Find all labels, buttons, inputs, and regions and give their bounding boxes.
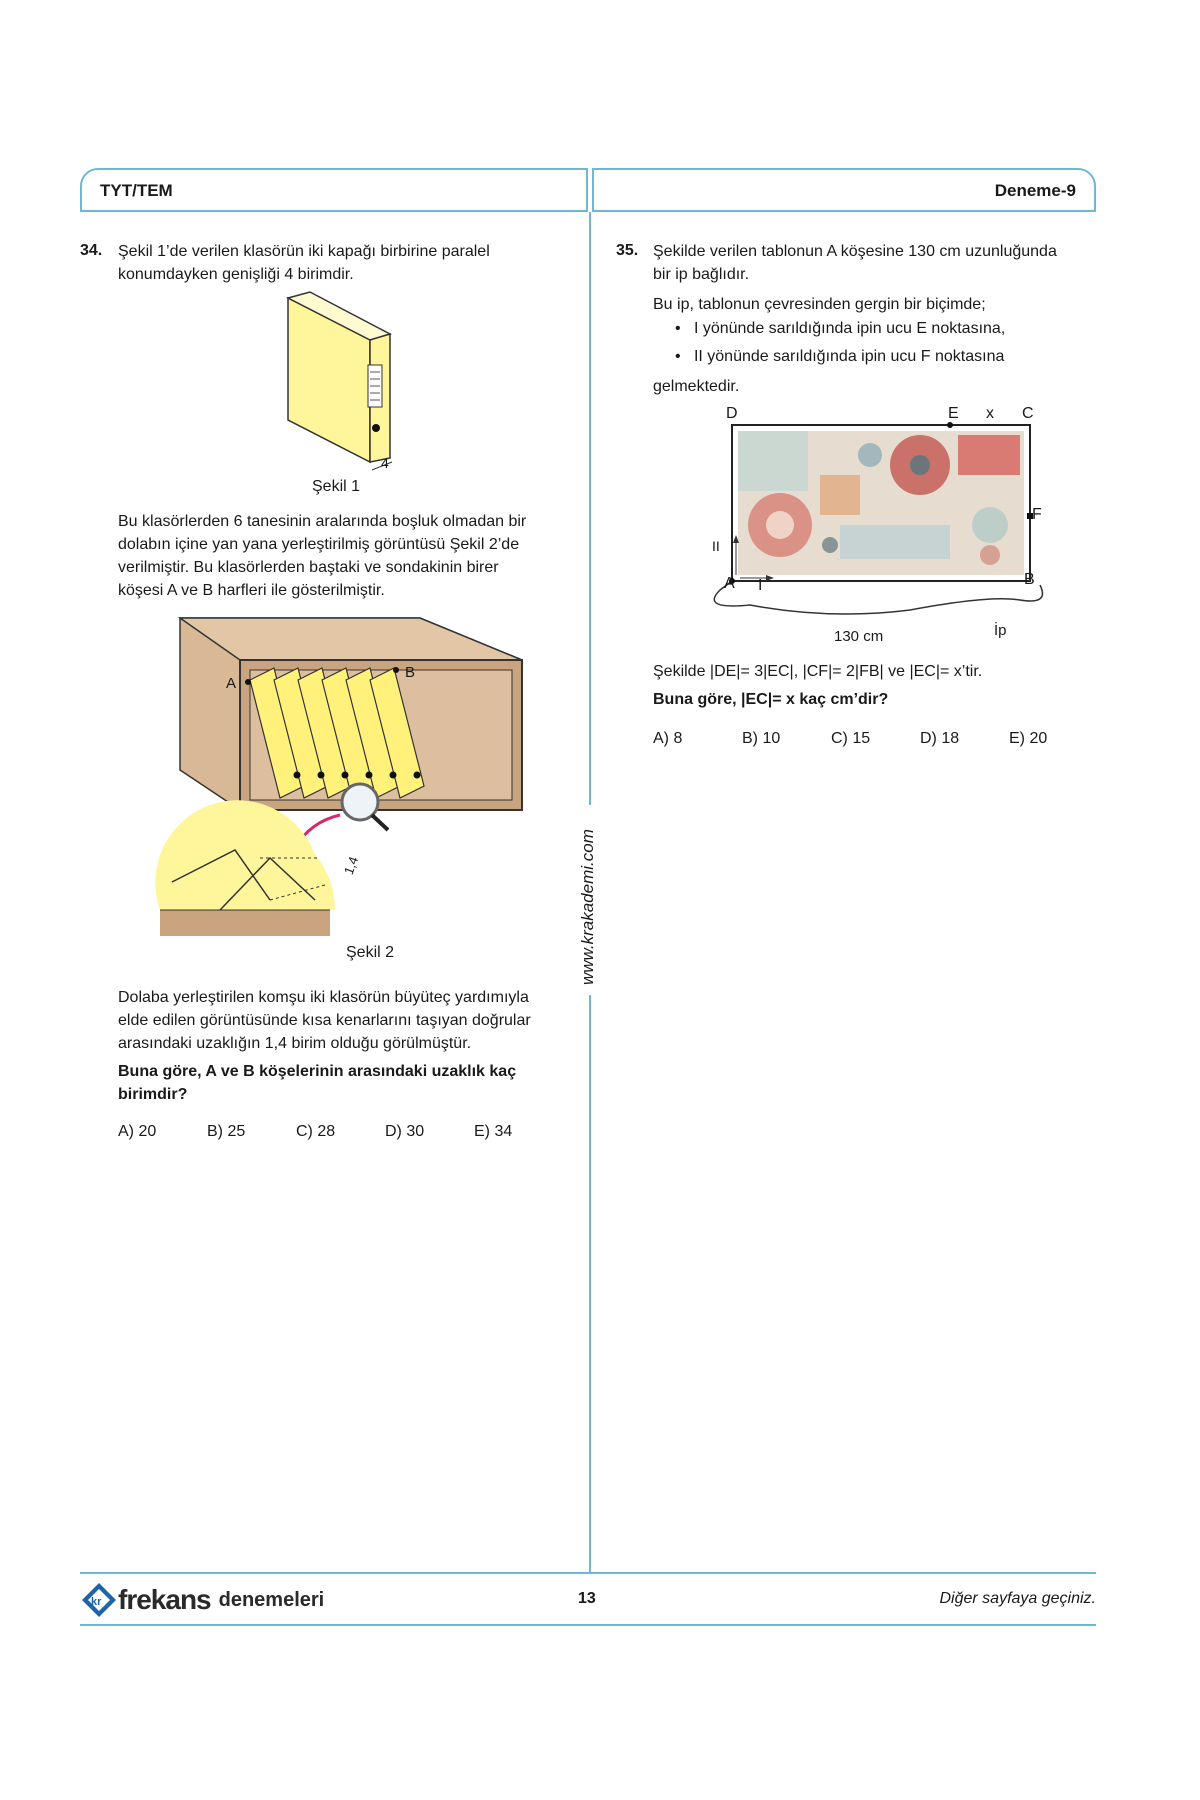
logo-mark-icon	[80, 1581, 118, 1619]
q35-bullet-1: • I yönünde sarıldığında ipin ucu E noktasına,	[675, 320, 1006, 337]
q35-option-c[interactable]: C) 15	[831, 730, 871, 747]
q34-question: Buna göre, A ve B köşelerinin arasındaki uzaklık kaç birimdir?	[118, 1063, 517, 1103]
q35-option-d[interactable]: D) 18	[920, 730, 960, 747]
q35-relation: Şekilde |DE|= 3|EC|, |CF|= 2|FB| ve |EC|= x’tir.	[653, 663, 983, 680]
logo-sub-text: denemeleri	[218, 1588, 325, 1611]
q34-options	[118, 1123, 563, 1141]
q34-body-1: Bu klasörlerden 6 tanesinin aralarında boşluk olmadan bir dolabın içine yan yana yerleştirilmiş görüntüsü Şekil 2’de verilmiştir. Bu klasörlerden baştaki ve sondakinin birer köşesi A ve B harfleri ile gösterilmiştir.	[118, 513, 527, 599]
q34-option-e[interactable]: E) 34	[474, 1123, 513, 1140]
q34-option-a[interactable]: A) 20	[118, 1123, 157, 1140]
footer-top-line	[80, 1572, 1096, 1574]
footer-logo	[80, 1580, 324, 1620]
q35-bullet-2: • II yönünde sarıldığında ipin ucu F noktasına	[675, 348, 1005, 365]
q34-option-c[interactable]: C) 28	[296, 1123, 336, 1140]
figure-2-caption: Şekil 2	[346, 944, 395, 961]
figure-35-painting	[690, 415, 1070, 645]
q35-intro-4: gelmektedir.	[653, 378, 740, 395]
fig35-rope-label: İp	[994, 622, 1007, 639]
q35-intro: Şekilde verilen tablonun A köşesine 130 cm uzunluğunda bir ip bağlıdır.	[653, 243, 1057, 283]
fig35-label-ii: II	[712, 538, 720, 554]
logo-main-text: frekans	[118, 1584, 211, 1615]
q35-option-a[interactable]: A) 8	[653, 730, 683, 747]
q35-number: 35.	[616, 242, 639, 259]
figure-1-label: 4	[381, 455, 389, 471]
figure-2-cabinet	[150, 610, 530, 950]
q34-intro: Şekil 1’de verilen klasörün iki kapağı birbirine paralel konumdayken genişliği 4 birimdir.	[118, 243, 490, 283]
q34-option-d[interactable]: D) 30	[385, 1123, 425, 1140]
q35-option-b[interactable]: B) 10	[742, 730, 781, 747]
q34-option-b[interactable]: B) 25	[207, 1123, 246, 1140]
fig35-label-b: B	[1024, 571, 1035, 588]
page-number: 13	[578, 1590, 596, 1607]
figure-2-measure: 1,4	[340, 854, 362, 877]
site-url: www.krakademi.com	[578, 829, 597, 985]
header-right-title: Deneme-9	[994, 181, 1076, 200]
q35-options	[653, 730, 1098, 748]
fig35-label-x: x	[986, 405, 994, 422]
figure-1-caption: Şekil 1	[312, 478, 361, 495]
q35-question: Buna göre, |EC|= x kaç cm’dir?	[653, 691, 889, 708]
figure-2-label-b: B	[405, 664, 416, 681]
figure-1-binder	[280, 290, 400, 480]
fig35-label-e: E	[948, 405, 959, 422]
footer-bottom-line	[80, 1624, 1096, 1626]
svg-text:kr: kr	[91, 1596, 102, 1608]
fig35-label-i: I	[758, 577, 763, 594]
q35-intro-3: Bu ip, tablonun çevresinden gergin bir biçimde;	[653, 296, 986, 313]
fig35-label-f: F	[1032, 506, 1042, 523]
figure-2-label-a: A	[226, 675, 237, 692]
fig35-label-a: A	[724, 575, 735, 592]
fig35-label-c: C	[1022, 405, 1034, 422]
fig35-rope-length: 130 cm	[834, 628, 884, 645]
next-page-note: Diğer sayfaya geçiniz.	[939, 1590, 1096, 1607]
q34-number: 34.	[80, 242, 103, 259]
header-left-title: TYT/TEM	[100, 181, 173, 200]
q35-option-e[interactable]: E) 20	[1009, 730, 1048, 747]
fig35-label-d: D	[726, 405, 738, 422]
q34-body-2: Dolaba yerleştirilen komşu iki klasörün büyüteç yardımıyla elde edilen görüntüsünde kısa kenarlarını taşıyan doğrular arasındaki uzaklığın 1,4 birim olduğu görülmüştür.	[118, 989, 531, 1052]
